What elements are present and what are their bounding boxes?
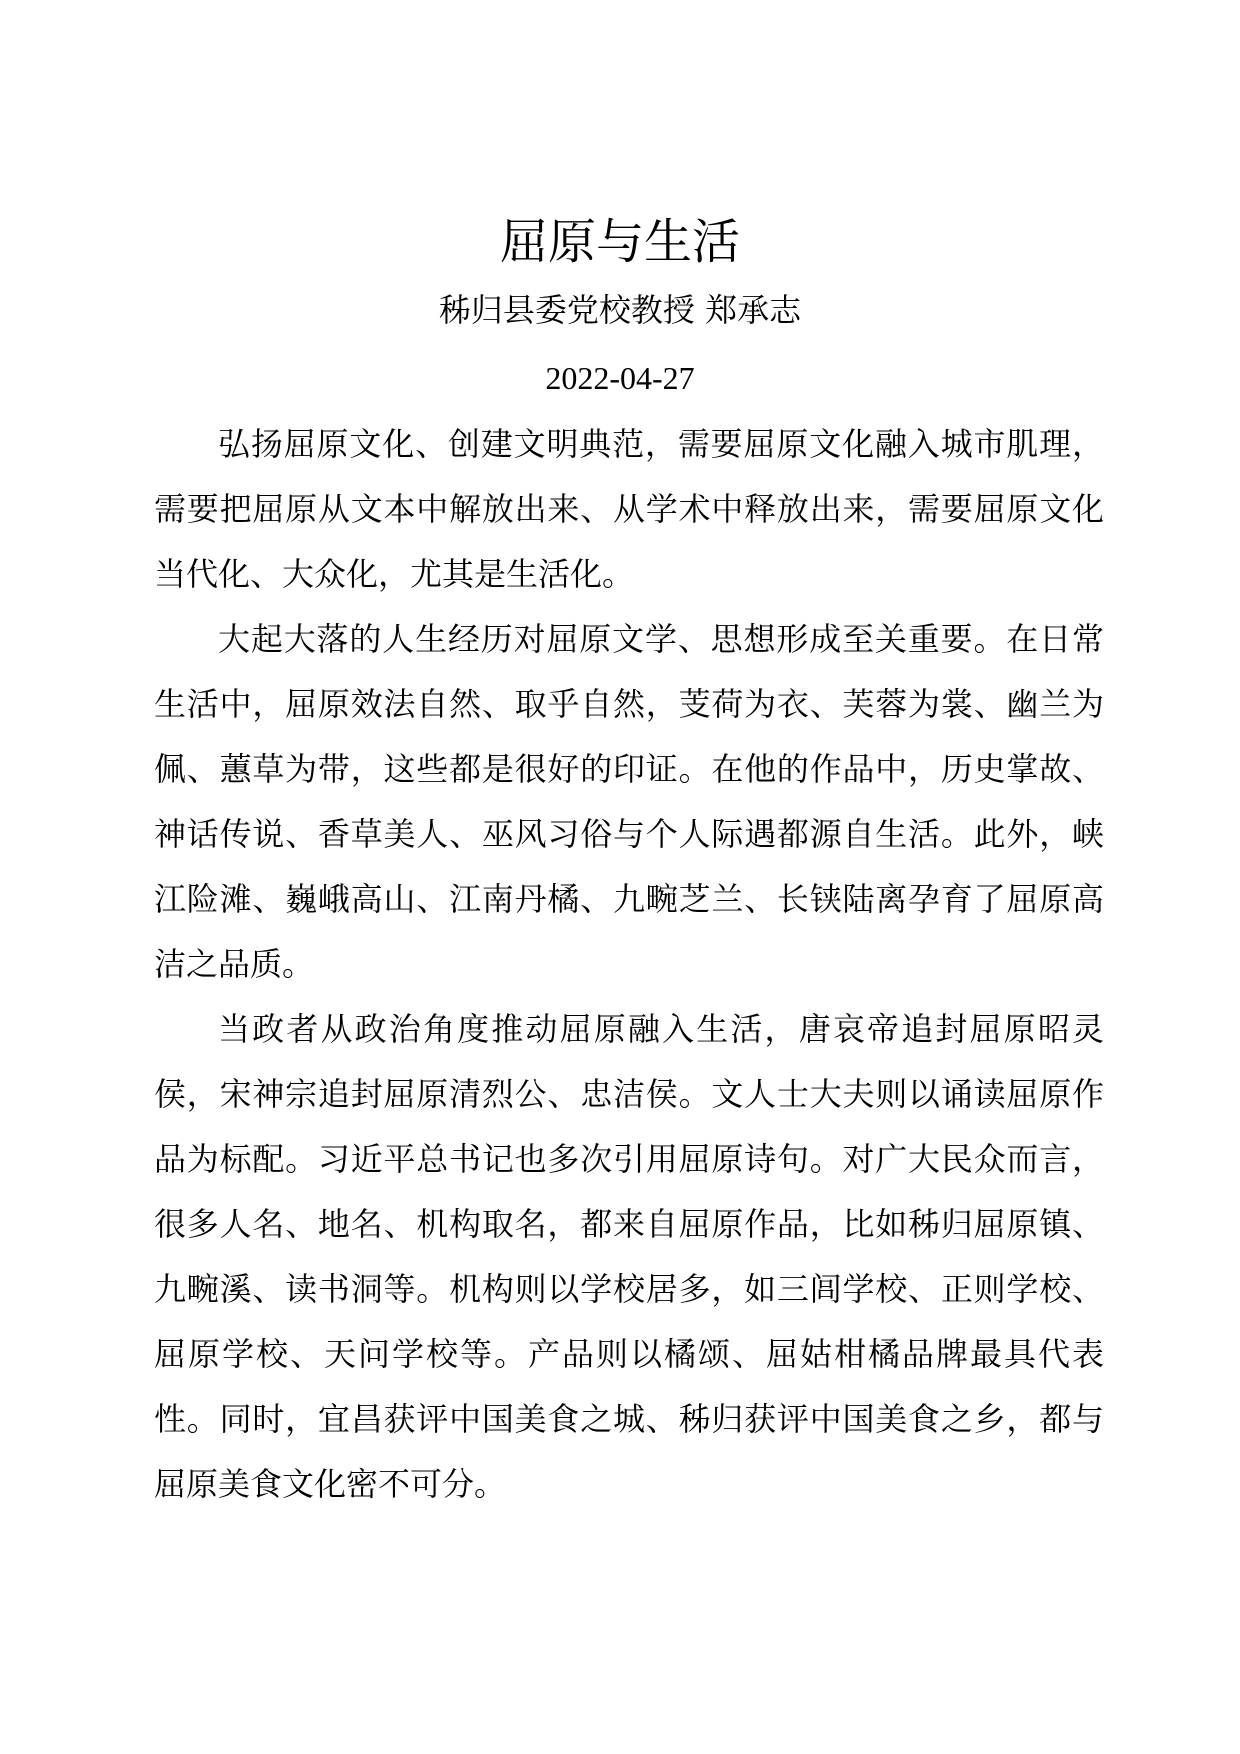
- document-author: 秭归县委党校教授 郑承志: [438, 291, 802, 329]
- paragraph: 大起大落的人生经历对屈原文学、思想形成至关重要。在日常生活中，屈原效法自然、取乎自然，芰荷为衣、芙蓉为裳、幽兰为佩、蕙草为带，这些都是很好的印证。在他的作品中，历史掌故、神话传说、香草美人、巫风习俗与个人际遇都源自生活。此外，峡江险滩、巍峨高山、江南丹橘、九畹芝兰、长铗陆离孕育了屈原高洁之品质。: [154, 620, 1104, 983]
- document-title: 屈原与生活: [499, 214, 740, 270]
- paragraph: 弘扬屈原文化、创建文明典范，需要屈原文化融入城市肌理，需要把屈原从文本中解放出来、从学术中释放出来，需要屈原文化当代化、大众化，尤其是生活化。: [154, 425, 1104, 593]
- document-body: [154, 412, 1104, 1517]
- paragraph: 当政者从政治角度推动屈原融入生活，唐哀帝追封屈原昭灵侯，宋神宗追封屈原清烈公、忠洁侯。文人士大夫则以诵读屈原作品为标配。习近平总书记也多次引用屈原诗句。对广大民众而言，很多人名、地名、机构取名，都来自屈原作品，比如秭归屈原镇、九畹溪、读书洞等。机构则以学校居多，如三闾学校、正则学校、屈原学校、天问学校等。产品则以橘颂、屈姑柑橘品牌最具代表性。同时，宜昌获评中国美食之城、秭归获评中国美食之乡，都与屈原美食文化密不可分。: [154, 1010, 1104, 1503]
- document-date: 2022-04-27: [545, 360, 695, 396]
